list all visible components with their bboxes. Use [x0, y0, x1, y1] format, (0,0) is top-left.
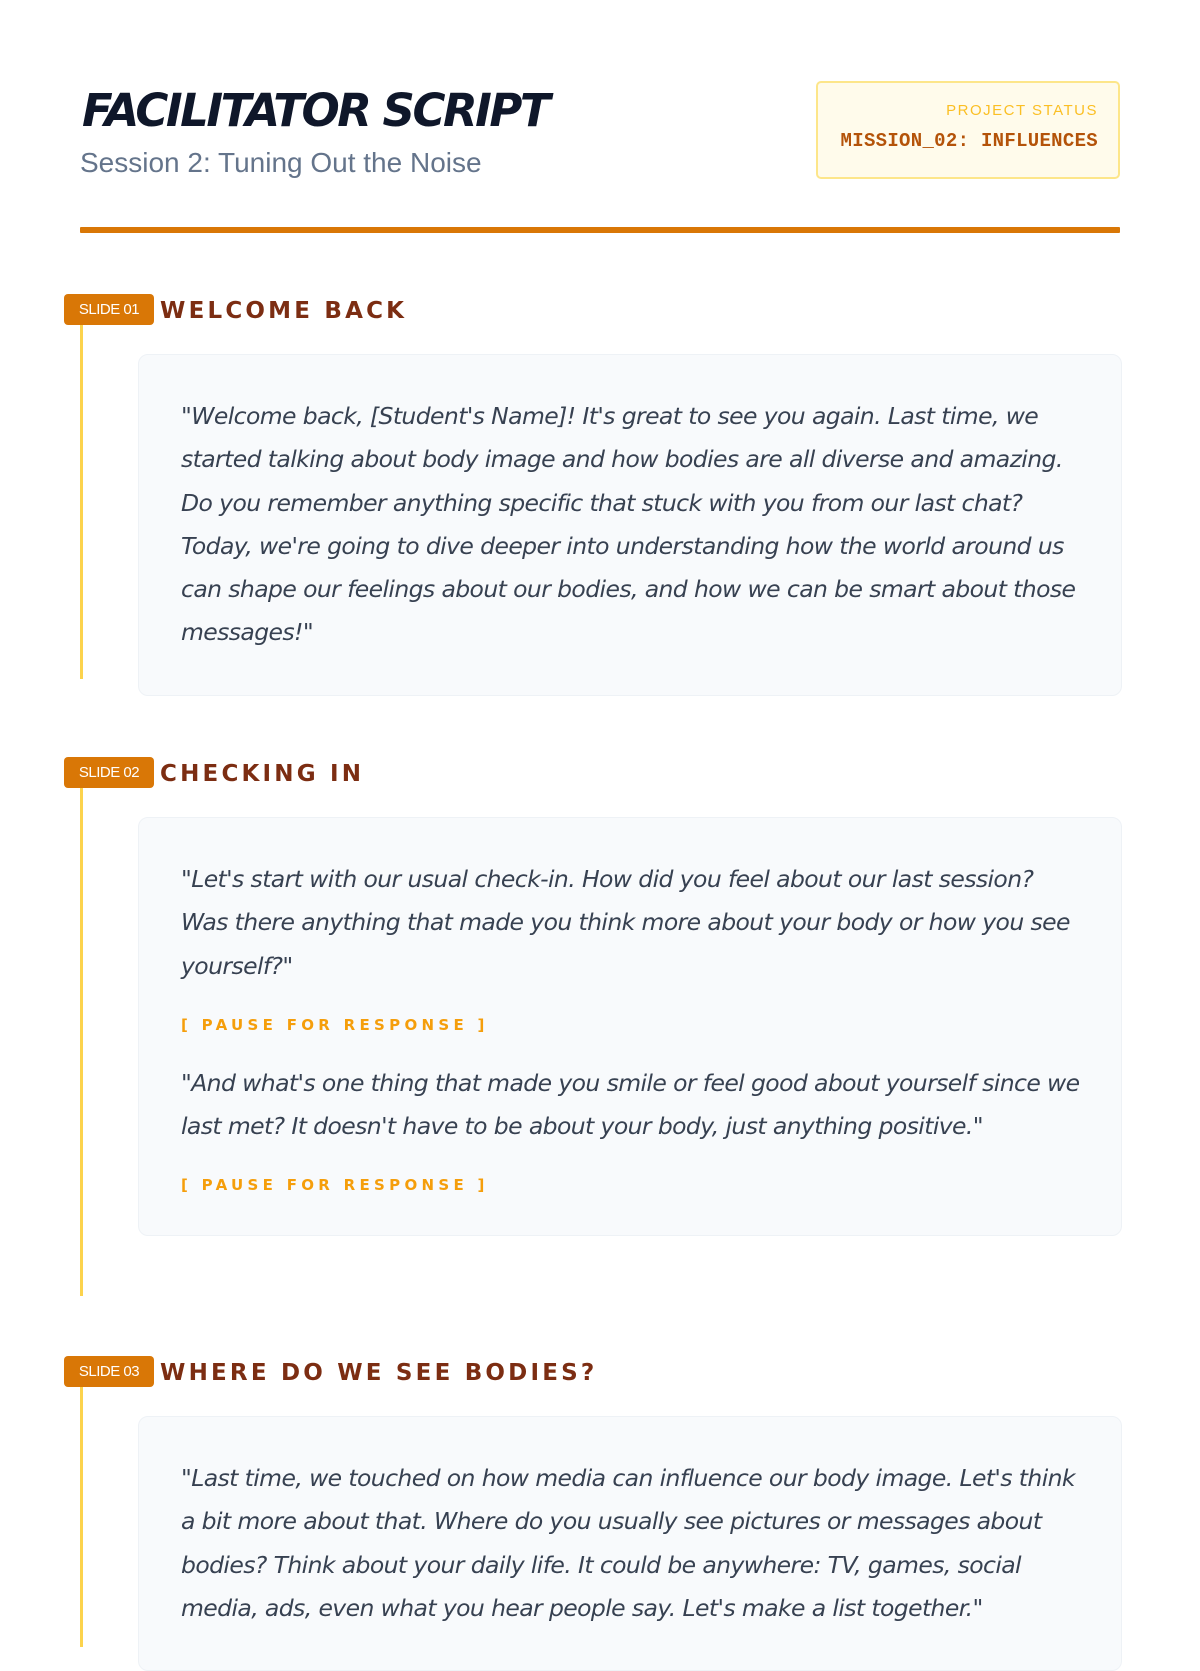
script-card — [138, 354, 1122, 696]
script-quote: "And what's one thing that made you smile or feel good about yourself since we last met? It doesn't have to be about your body, just anything positive." — [181, 1068, 1080, 1141]
pause-cue: [ PAUSE FOR RESPONSE ] — [181, 1176, 489, 1195]
pause-cue: [ PAUSE FOR RESPONSE ] — [181, 1015, 489, 1034]
project-status-box — [816, 81, 1120, 179]
script-card — [138, 817, 1122, 1236]
section-heading: WHERE DO WE SEE BODIES? — [160, 1360, 598, 1386]
script-card — [138, 1416, 1122, 1671]
document-header — [80, 80, 1120, 200]
session-subtitle: Session 2: Tuning Out the Noise — [80, 147, 482, 178]
slide-badge: SLIDE 02 — [64, 757, 154, 788]
script-quote: "Last time, we touched on how media can influence our body image. Let's think a bit more about that. Where do you usually see pictures or messages about bodies? Think about your daily life. It could be anywhere: TV, games, social media, ads, even what you hear people say. Let's make a list together." — [181, 1464, 1075, 1622]
project-status-value: MISSION_02: INFLUENCES — [840, 130, 1098, 152]
slide-badge: SLIDE 03 — [64, 1356, 154, 1387]
project-status-label: PROJECT STATUS — [946, 102, 1098, 119]
header-divider — [80, 227, 1120, 233]
slide-badge: SLIDE 01 — [64, 294, 154, 325]
section-heading: CHECKING IN — [160, 761, 365, 787]
timeline-line — [80, 788, 83, 1296]
document-title: FACILITATOR SCRIPT — [82, 84, 549, 137]
script-quote: "Let's start with our usual check-in. How did you feel about our last session? Was there anything that made you think more about your body or how you see yourself?" — [181, 865, 1070, 980]
section-heading: WELCOME BACK — [160, 298, 408, 324]
timeline-line — [80, 325, 83, 679]
timeline-line — [80, 1387, 83, 1647]
script-quote: "Welcome back, [Student's Name]! It's great to see you again. Last time, we started talking about body image and how bodies are all diverse and amazing. Do you remember anything specific that stuck with you from our last chat? Today, we're going to dive deeper into understanding how the world around us can shape our feelings about our bodies, and how we can be smart about those messages!" — [181, 402, 1076, 647]
